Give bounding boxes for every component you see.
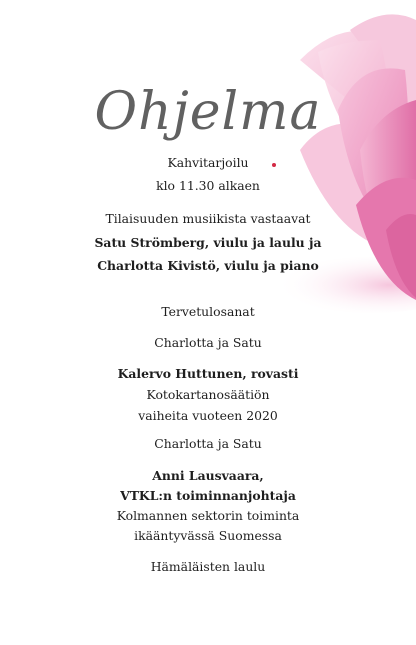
program-item-speaker-2-name: Anni Lausvaara, xyxy=(152,468,264,483)
music-intro-line-2: Satu Strömberg, viulu ja laulu ja xyxy=(94,235,322,250)
program-item-speaker-2-topic-1: Kolmannen sektorin toiminta xyxy=(116,508,300,523)
program-title: Ohjelma xyxy=(94,82,322,142)
program-item-welcome: Tervetulosanat xyxy=(161,304,255,319)
coffee-line-2: klo 11.30 alkaen xyxy=(156,178,260,193)
program-item-performers-2: Charlotta ja Satu xyxy=(154,436,262,451)
program-item-speaker-1-topic-2: vaiheita vuoteen 2020 xyxy=(138,408,278,423)
program-item-speaker-2-title: VTKL:n toiminnanjohtaja xyxy=(120,488,296,503)
program-item-speaker-1-name: Kalervo Huttunen, rovasti xyxy=(117,366,299,381)
program-item-speaker-1-topic-1: Kotokartanosäätiön xyxy=(146,387,270,402)
program-item-speaker-2-topic-2: ikääntyvässä Suomessa xyxy=(134,528,282,543)
program-item-performers-1: Charlotta ja Satu xyxy=(154,335,262,350)
music-intro-line-1: Tilaisuuden musiikista vastaavat xyxy=(105,211,311,226)
music-intro-line-3: Charlotta Kivistö, viulu ja piano xyxy=(97,258,319,273)
program-item-song: Hämäläisten laulu xyxy=(150,559,266,574)
coffee-line-1: Kahvitarjoilu xyxy=(167,155,249,170)
